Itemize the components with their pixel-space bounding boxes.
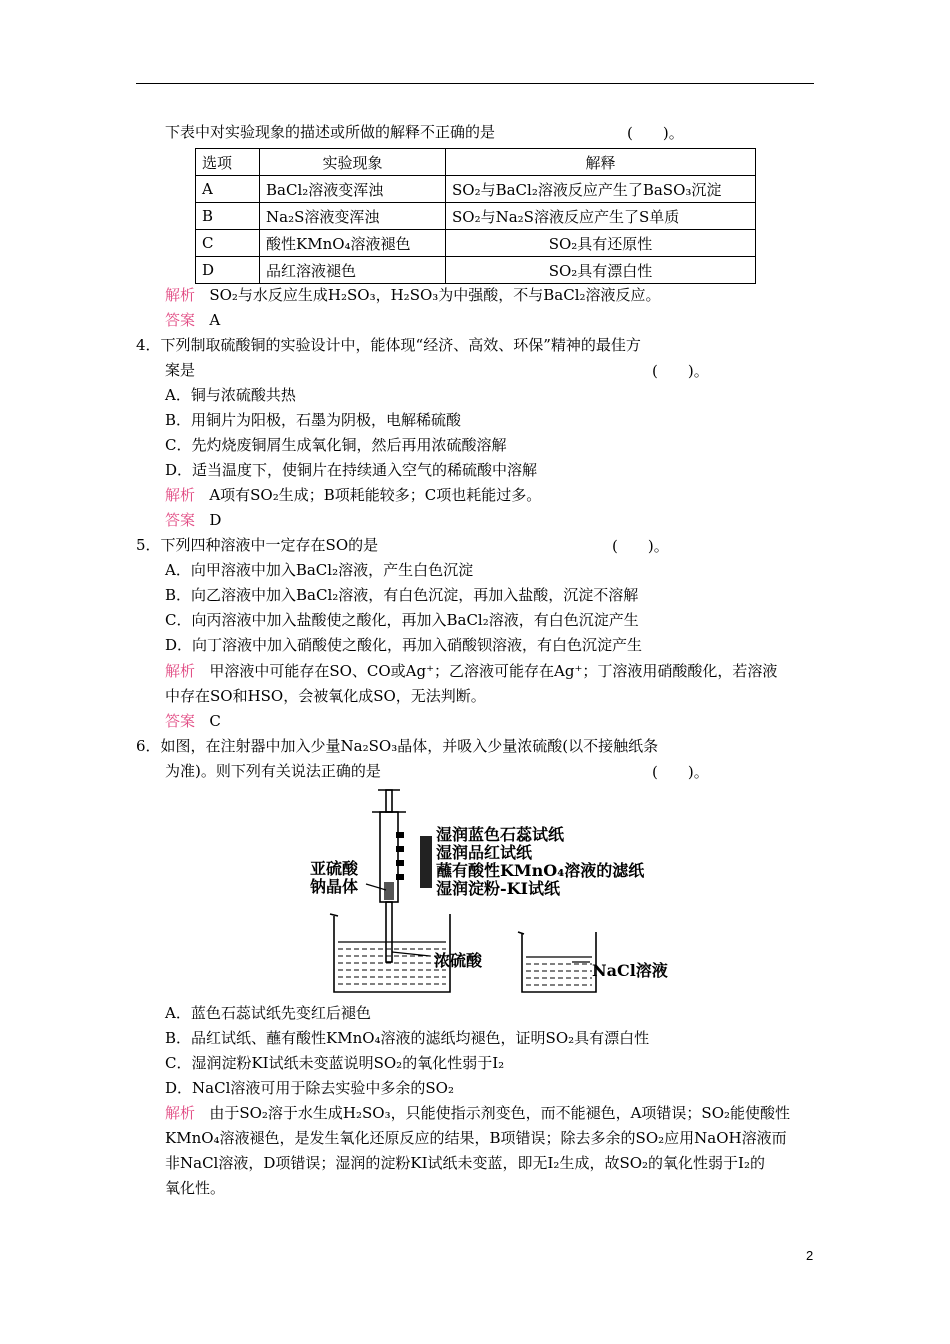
q6-option: B．品红试纸、蘸有酸性KMnO₄溶液的滤纸均褪色，证明SO₂具有漂白性	[165, 1029, 650, 1047]
analysis-text: 由于SO₂溶于水生成H₂SO₃，只能使指示剂变色，而不能褪色，A项错误；SO₂能使酸性	[209, 1104, 791, 1122]
table-row	[196, 176, 756, 203]
q5-analysis	[165, 661, 777, 681]
answer-text: A	[209, 311, 221, 329]
table-cell: D	[196, 257, 260, 284]
acid-pointer	[392, 952, 430, 956]
q6-blank: ( )。	[652, 763, 709, 781]
paper-strip-1	[396, 832, 404, 838]
table-cell: 品红溶液褪色	[260, 257, 446, 284]
q4-analysis	[165, 485, 541, 505]
table-row	[196, 257, 756, 284]
table-header: 实验现象	[260, 149, 446, 176]
paper-strip-4	[396, 874, 404, 880]
explanation-table	[195, 148, 756, 284]
table-cell: B	[196, 203, 260, 230]
table-header-row	[196, 149, 756, 176]
table-row	[196, 230, 756, 257]
table-header: 选项	[196, 149, 260, 176]
q5-analysis-cont: 中存在SO和HSO，会被氧化成SO，无法判断。	[165, 687, 486, 705]
q5-option: A．向甲溶液中加入BaCl₂溶液，产生白色沉淀	[165, 561, 474, 579]
analysis-tag: 解析	[165, 1104, 196, 1122]
q5-option: C．向丙溶液中加入盐酸使之酸化，再加入BaCl₂溶液，有白色沉淀产生	[165, 611, 639, 629]
paper-strip-3	[396, 860, 404, 866]
syringe-needle	[386, 902, 392, 962]
table-cell: Na₂S溶液变浑浊	[260, 203, 446, 230]
label-nacl: NaCl溶液	[592, 961, 668, 980]
label-crystal-2: 钠晶体	[310, 877, 359, 896]
q3-analysis	[165, 285, 661, 305]
table-cell: 酸性KMnO₄溶液褪色	[260, 230, 446, 257]
q4-stem-cont: 案是	[165, 361, 196, 379]
table-cell: BaCl₂溶液变浑浊	[260, 176, 446, 203]
paper-strip-2	[396, 846, 404, 852]
analysis-tag: 解析	[165, 486, 196, 504]
q6-analysis	[165, 1103, 790, 1123]
q6-analysis-cont: 氧化性。	[165, 1179, 226, 1197]
header-rule	[136, 83, 814, 84]
label-crystal-1: 亚硫酸	[310, 859, 359, 878]
label-paper-1: 湿润蓝色石蕊试纸	[436, 825, 565, 844]
answer-tag: 答案	[165, 311, 196, 329]
table-cell: C	[196, 230, 260, 257]
answer-text: C	[209, 712, 221, 730]
table-cell: SO₂具有还原性	[446, 230, 756, 257]
q6-analysis-cont: KMnO₄溶液褪色，是发生氧化还原反应的结果，B项错误；除去多余的SO₂应用NaOH溶液而	[165, 1129, 787, 1147]
label-paper-2: 湿润品红试纸	[436, 843, 533, 862]
label-acid: 浓硫酸	[434, 951, 483, 970]
answer-tag: 答案	[165, 511, 196, 529]
crystal-pointer	[366, 884, 386, 890]
answer-text: D	[209, 511, 222, 529]
table-cell: SO₂与Na₂S溶液反应产生了S单质	[446, 203, 756, 230]
question-intro: 下表中对实验现象的描述或所做的解释不正确的是	[165, 123, 496, 141]
label-bracket	[420, 836, 432, 888]
q5-option: B．向乙溶液中加入BaCl₂溶液，有白色沉淀，再加入盐酸，沉淀不溶解	[165, 586, 639, 604]
table-cell: A	[196, 176, 260, 203]
crystal	[384, 882, 394, 900]
q6-stem-cont: 为准)。则下列有关说法正确的是	[165, 762, 381, 780]
q4-option: A．铜与浓硫酸共热	[165, 386, 296, 404]
q5-option: D．向丁溶液中加入硝酸使之酸化，再加入硝酸钡溶液，有白色沉淀产生	[165, 636, 643, 654]
page-number: 2	[806, 1248, 814, 1263]
q3-answer	[165, 310, 220, 330]
answer-blank: ( )。	[627, 124, 684, 142]
analysis-text: A项有SO₂生成；B项耗能较多；C项也耗能过多。	[209, 486, 542, 504]
plunger-rod	[386, 790, 392, 812]
apparatus-diagram	[300, 784, 690, 999]
q4-stem: 4．下列制取硫酸铜的实验设计中，能体现“经济、高效、环保”精神的最佳方	[136, 336, 641, 354]
label-paper-4: 湿润淀粉-KI试纸	[436, 879, 561, 898]
answer-tag: 答案	[165, 712, 196, 730]
q5-blank: ( )。	[612, 537, 669, 555]
table-cell: SO₂具有漂白性	[446, 257, 756, 284]
label-paper-3: 蘸有酸性KMnO₄溶液的滤纸	[436, 861, 645, 880]
q6-option: A．蓝色石蕊试纸先变红后褪色	[165, 1004, 371, 1022]
table-row	[196, 203, 756, 230]
q5-answer	[165, 711, 221, 731]
analysis-tag: 解析	[165, 286, 196, 304]
q5-stem: 5．下列四种溶液中一定存在SO的是	[136, 536, 379, 554]
q4-option: D．适当温度下，使铜片在持续通入空气的稀硫酸中溶解	[165, 461, 538, 479]
table-header: 解释	[446, 149, 756, 176]
analysis-tag: 解析	[165, 662, 196, 680]
table-cell: SO₂与BaCl₂溶液反应产生了BaSO₃沉淀	[446, 176, 756, 203]
q6-option: C．湿润淀粉KI试纸未变蓝说明SO₂的氧化性弱于I₂	[165, 1054, 505, 1072]
analysis-text: SO₂与水反应生成H₂SO₃，H₂SO₃为中强酸，不与BaCl₂溶液反应。	[209, 286, 661, 304]
q4-blank: ( )。	[652, 362, 709, 380]
q6-option: D．NaCl溶液可用于除去实验中多余的SO₂	[165, 1079, 454, 1097]
q4-option: C．先灼烧废铜屑生成氧化铜，然后再用浓硫酸溶解	[165, 436, 507, 454]
q4-answer	[165, 510, 221, 530]
q4-option: B．用铜片为阳极，石墨为阴极，电解稀硫酸	[165, 411, 462, 429]
analysis-text: 甲溶液中可能存在SO、CO或Ag⁺；乙溶液可能存在Ag⁺；丁溶液用硝酸酸化，若溶液	[209, 662, 778, 680]
q6-stem: 6．如图，在注射器中加入少量Na₂SO₃晶体，并吸入少量浓硫酸(以不接触纸条	[136, 737, 659, 755]
q6-analysis-cont: 非NaCl溶液，D项错误；湿润的淀粉KI试纸未变蓝，即无I₂生成，故SO₂的氧化性弱于I₂的	[165, 1154, 765, 1172]
